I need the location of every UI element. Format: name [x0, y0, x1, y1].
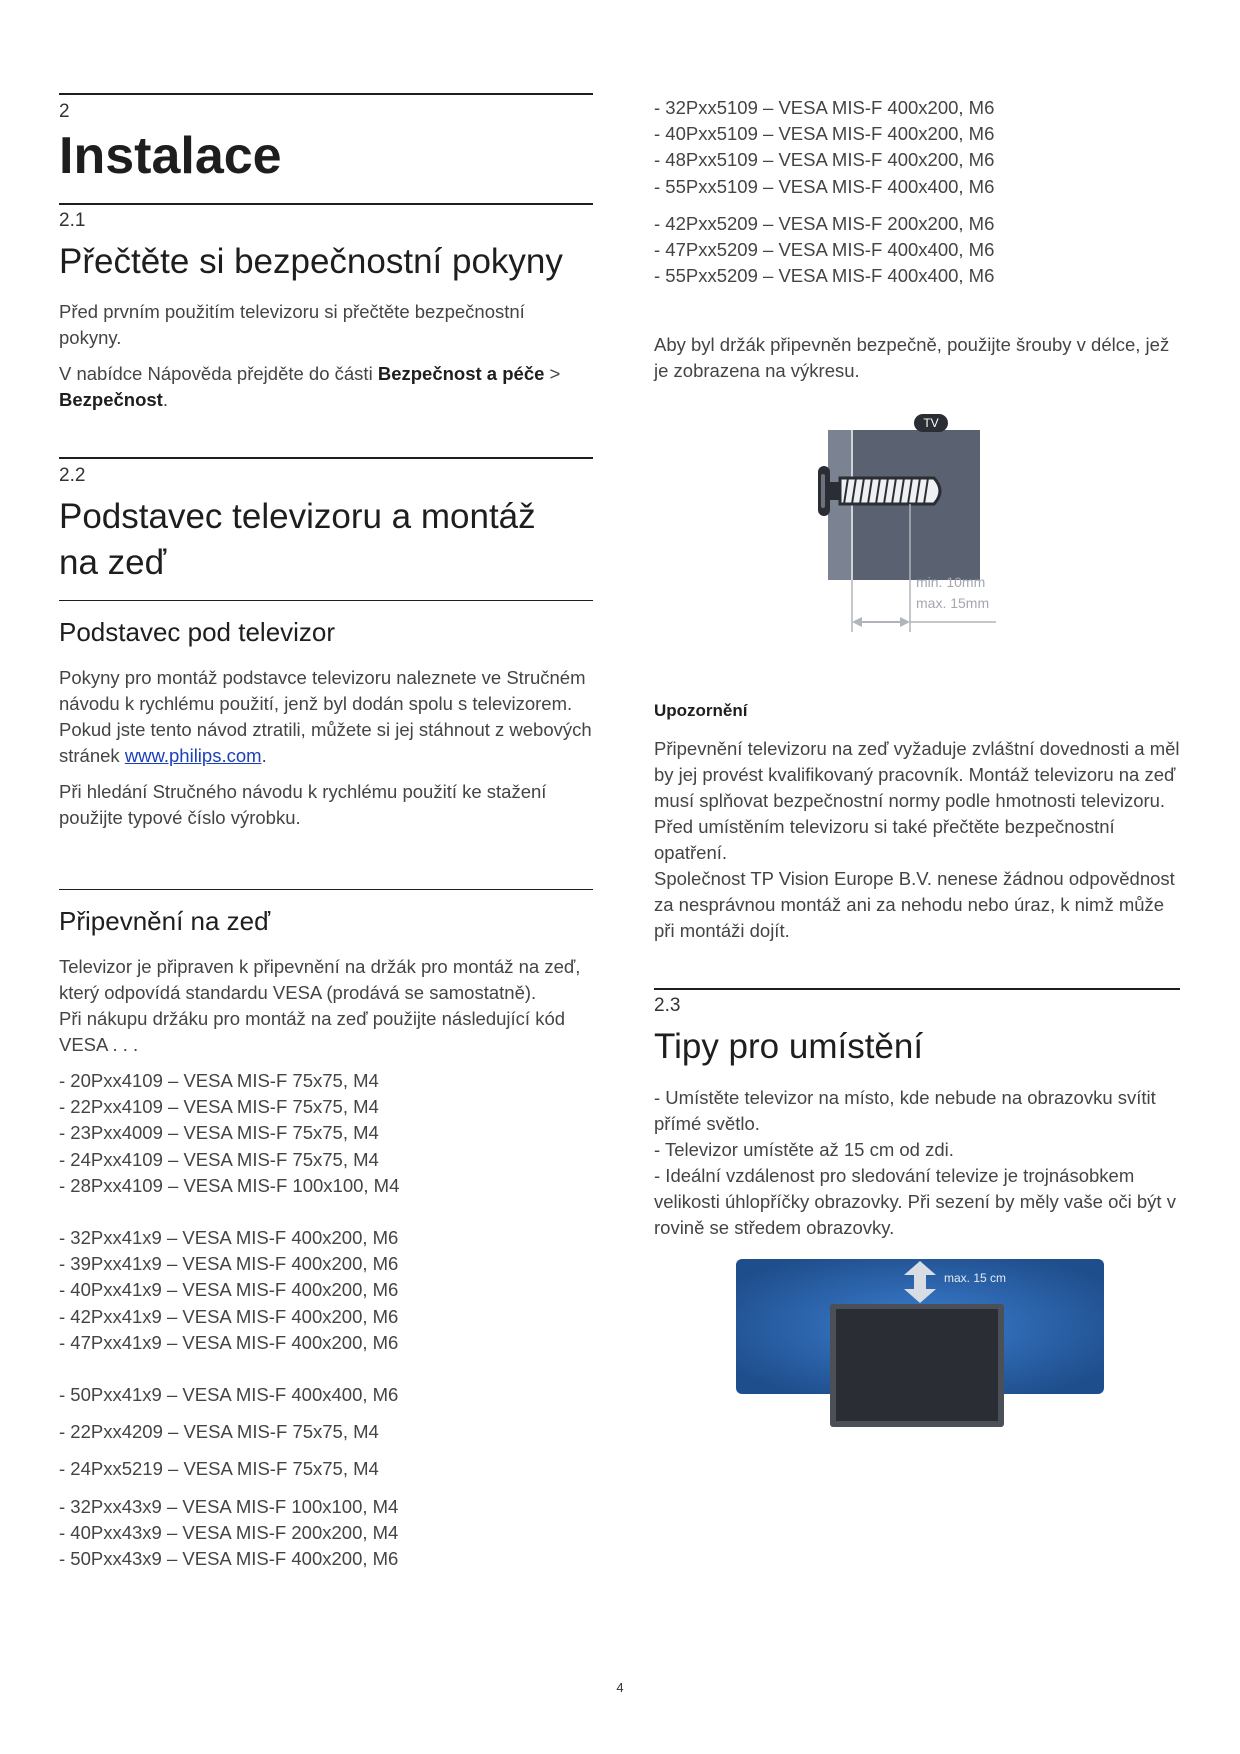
vesa-list-group-3	[59, 1382, 593, 1408]
stand-paragraph-end: .	[261, 745, 267, 766]
list-item: - 40Pxx5109 – VESA MIS-F 400x200, M6	[654, 123, 995, 145]
warning-paragraph-1: Připevnění televizoru na zeď vyžaduje zvláštní dovednosti a měl by jej provést kvalifikovaný pracovník. Montáž televizoru na zeď musí splňovat bezpečnostní normy podle hmotnosti televizoru. Před umístěním televizoru si také přečtěte bezpečnostní opatření.	[654, 738, 1180, 864]
philips-link[interactable]: www.philips.com	[124, 745, 262, 766]
section-2-2-number: 2.2	[59, 465, 86, 486]
screw-length-paragraph: Aby byl držák připevněn bezpečně, použijte šrouby v délce, jež je zobrazena na výkresu.	[654, 334, 1170, 382]
stand-title: Podstavec pod televizor	[59, 617, 336, 647]
list-item: - 22Pxx4209 – VESA MIS-F 75x75, M4	[59, 1421, 379, 1443]
left-column	[59, 0, 593, 1572]
safety-intro-paragraph: Před prvním použitím televizoru si přečtěte bezpečnostní pokyny.	[59, 301, 525, 348]
placement-tip-2: - Televizor umístěte až 15 cm od zdi.	[654, 1139, 954, 1161]
dimension-arrow-left	[852, 617, 862, 627]
list-item: - 32Pxx41x9 – VESA MIS-F 400x200, M6	[59, 1227, 399, 1249]
list-item: - 42Pxx5209 – VESA MIS-F 200x200, M6	[654, 212, 995, 234]
wall-title: Připevnění na zeď	[59, 906, 271, 936]
list-item: - 42Pxx41x9 – VESA MIS-F 400x200, M6	[59, 1305, 399, 1327]
min-length-label: min. 10mm	[916, 574, 986, 591]
stand-rule	[59, 600, 593, 601]
section-2-3-title: Tipy pro umístění	[654, 1027, 924, 1067]
wall-rule	[59, 889, 593, 890]
stand-paragraph-text: Pokyny pro montáž podstavce televizoru naleznete ve Stručném návodu k rychlému použití, jenž byl dodán spolu s televizorem. Pokud jste tento návod ztratili, můžete si jej stáhnout z webových stránek	[59, 667, 592, 766]
placement-image	[736, 1259, 1104, 1427]
warning-paragraph-2: Společnost TP Vision Europe B.V. nenese žádnou odpovědnost za nesprávnou montáž ani za nehodu nebo úraz, k nimž může při montáži dojít.	[654, 868, 1175, 942]
placement-tip-1: - Umístěte televizor na místo, kde nebude na obrazovku svítit přímé světlo.	[654, 1087, 1156, 1135]
wall-paragraph-2: Při nákupu držáku pro montáž na zeď použijte následující kód VESA . . .	[59, 1008, 566, 1055]
list-item: - 20Pxx4109 – VESA MIS-F 75x75, M4	[59, 1070, 379, 1091]
dimension-arrow-right	[900, 617, 910, 627]
list-item: - 22Pxx4109 – VESA MIS-F 75x75, M4	[59, 1096, 379, 1118]
list-item: - 40Pxx41x9 – VESA MIS-F 400x200, M6	[59, 1279, 399, 1301]
section-2-1-rule	[59, 203, 593, 205]
screw-diagram-svg	[814, 412, 1034, 637]
list-item: - 39Pxx41x9 – VESA MIS-F 400x200, M6	[59, 1253, 399, 1275]
max-length-label: max. 15mm	[916, 595, 990, 612]
vesa-list-group-1	[59, 1068, 593, 1199]
list-item: - 47Pxx5209 – VESA MIS-F 400x400, M6	[654, 239, 995, 261]
vesa-list-group-8	[654, 211, 1188, 290]
safety-menu-paragraph	[59, 361, 579, 413]
vesa-list-group-7	[654, 95, 1188, 200]
screw-head-highlight	[821, 474, 825, 508]
distance-label: max. 15 cm	[944, 1271, 1007, 1286]
chapter-number: 2	[59, 101, 70, 122]
safety-menu-separator: >	[544, 363, 561, 384]
list-item: - 55Pxx5209 – VESA MIS-F 400x400, M6	[654, 265, 995, 287]
chapter-rule	[59, 93, 593, 95]
stand-paragraph-1	[59, 665, 593, 769]
screw-diagram	[814, 412, 1034, 637]
warning-title: Upozornění	[654, 701, 748, 721]
list-item: - 50Pxx43x9 – VESA MIS-F 400x200, M6	[59, 1548, 399, 1570]
tv-screen	[836, 1309, 998, 1421]
list-item: - 48Pxx5109 – VESA MIS-F 400x200, M6	[654, 149, 995, 171]
page-number: 4	[616, 1680, 624, 1695]
right-column	[654, 0, 1188, 1427]
list-item: - 55Pxx5109 – VESA MIS-F 400x400, M6	[654, 175, 995, 197]
list-item: - 47Pxx41x9 – VESA MIS-F 400x200, M6	[59, 1331, 399, 1353]
list-item: - 24Pxx4109 – VESA MIS-F 75x75, M4	[59, 1148, 379, 1170]
section-2-1-title: Přečtěte si bezpečnostní pokyny	[59, 242, 563, 281]
list-item: - 50Pxx41x9 – VESA MIS-F 400x400, M6	[59, 1384, 399, 1406]
list-item: - 23Pxx4009 – VESA MIS-F 75x75, M4	[59, 1122, 379, 1144]
section-2-3-rule	[654, 988, 1180, 990]
chapter-title: Instalace	[59, 127, 282, 185]
section-2-1-number: 2.1	[59, 210, 86, 231]
safety-menu-end: .	[162, 389, 168, 410]
list-item: - 24Pxx5219 – VESA MIS-F 75x75, M4	[59, 1458, 379, 1480]
vesa-list-group-2	[59, 1225, 593, 1356]
list-item: - 32Pxx43x9 – VESA MIS-F 100x100, M4	[59, 1495, 399, 1517]
list-item: - 32Pxx5109 – VESA MIS-F 400x200, M6	[654, 97, 995, 118]
vesa-list-group-6	[59, 1494, 593, 1573]
vesa-list-group-5	[59, 1456, 593, 1482]
section-2-2-rule	[59, 457, 593, 459]
placement-tip-3: - Ideální vzdálenost pro sledování televize je trojnásobkem velikosti úhlopříčky obrazovky. Při sezení by měly vaše oči být v rovině se středem obrazovky.	[654, 1165, 1176, 1239]
section-2-2-title: Podstavec televizoru a montáž na zeď	[59, 497, 536, 582]
list-item: - 28Pxx4109 – VESA MIS-F 100x100, M4	[59, 1174, 400, 1196]
placement-image-svg	[736, 1259, 1104, 1427]
tv-label: TV	[923, 416, 939, 431]
section-2-3-number: 2.3	[654, 995, 681, 1017]
safety-menu-text: V nabídce Nápověda přejděte do části	[59, 363, 378, 384]
safety-menu-bold-1: Bezpečnost a péče	[377, 363, 545, 384]
list-item: - 40Pxx43x9 – VESA MIS-F 200x200, M4	[59, 1521, 399, 1543]
wall-paragraph-1: Televizor je připraven k připevnění na držák pro montáž na zeď, který odpovídá standardu VESA (prodává se samostatně).	[59, 956, 581, 1003]
stand-paragraph-2: Při hledání Stručného návodu k rychlému použití ke stažení použijte typové číslo výrobku.	[59, 781, 547, 828]
vesa-list-group-4	[59, 1419, 593, 1445]
safety-menu-bold-2: Bezpečnost	[59, 389, 163, 410]
